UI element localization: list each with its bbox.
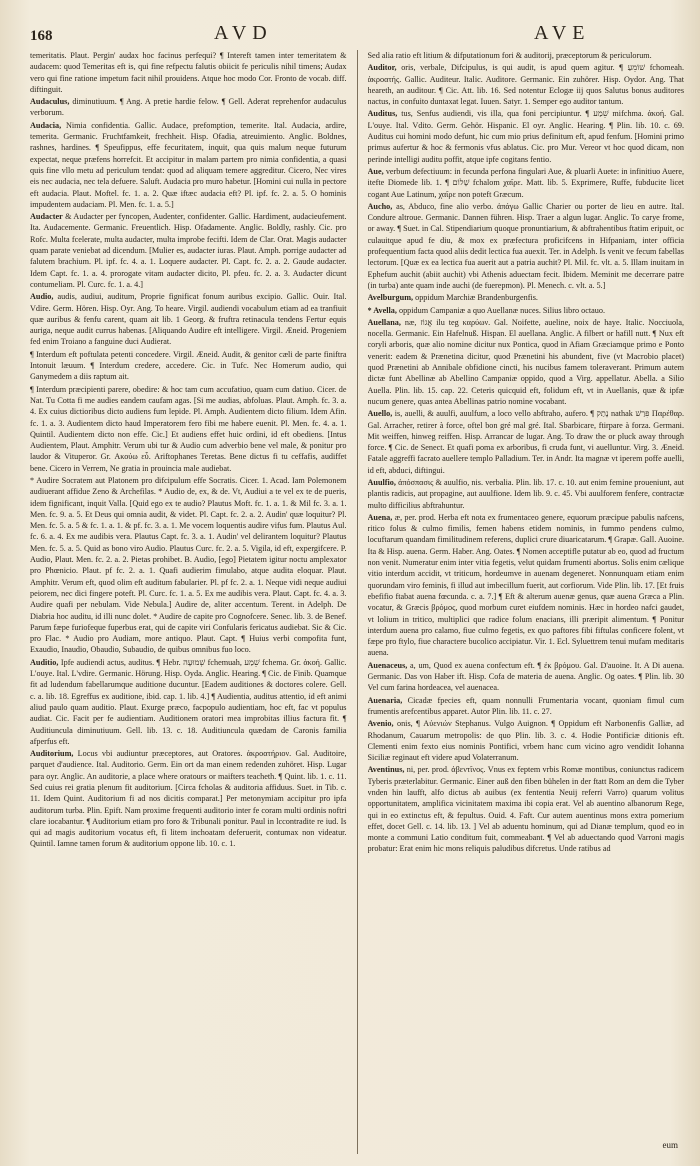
- dictionary-entry: [30, 349, 347, 383]
- entry-lemma: Auulfio,: [367, 477, 396, 487]
- entry-text: audis, audiui, auditum, Proprie fignificat fonum auribus excipio. Gallic. Ouir. Ital. Vdire. Germ. Hören. Hisp. Oyr. Ang. To heare. Virgil. audiendi vocabulum etiam ad ea tranfiuit quæ auribus & fenfu carent, quam ait lib. 1 Georg. & fruftra retinacula tendens Fertur equis auriga, neque audit currus habenas. [Aliquando Audire eft intelligere. Virgil. Æneid. Progeniem fed enim Troiano a fanguine duci Audierat.: [30, 292, 347, 347]
- entry-text: is, auelli, & auulfi, auulfum, a loco vello abftraho, aufero. ¶ נָתַק nathak פִּרַשׁ Παρέθαρ. Gal. Arracher, retirer à force, oftel bon gré mal gré. Ital. Sbarbicare, ftirpare à forza. Germani. Mit weiffen, hinweg reiffen. Hisp. Arrancar de lugar. Ang. To draw the or pluck away through force. ¶ Cic. de Senect. Et quafi poma ex arboribus, fi cruda funt, vi auelluntur. Virg. 3. Æneid. Fatale aggreffi facrato auellere templo Palladium. Ter. in Andr. Ita magnæ vt iperem poffe auelli, id eft, abduci, diftingui.: [367, 409, 684, 475]
- dictionary-entry: [368, 512, 685, 659]
- column-divider: [357, 50, 358, 1154]
- entry-lemma: Aventinus,: [367, 765, 405, 775]
- entry-text: as, Abduco, fine alio verbo. ἀπάγω Gallic Charier ou porter de lieu en autre. Ital. Condure altroue. Germanic. Dannen führen. Hisp. Traer a algun lugar. Anglic. To carye frome, or away. ¶ Suet. in Cal. Stipendiarium quoque pronuntiarium, & abftrahentibus ftatim eripuit, oc culauitque apud fe diu, & mox ex præfectura proficifcens in Hifpaniam, inter officia profequentium facta quod aliis dedit lectica fua auexit. Ter. in Adelph. Is venit ve fecum fabellas lectorum. [Quæ ex ea lectica fua auerit aut a patria auchit? Pl. Mil. fc. vlt. a. 5. Illam inuitam in Ephefum auchit (abiit auchit) vbi Athenis aduectam fecit. Ibidem. Meminit me decerrare patre (in turba) ante quam inde auchi (de fuerepmon). Pl. Menech. c. vlt. a. 5.]: [367, 201, 684, 290]
- entry-text: oppidum Campaniæ a quo Auellanæ nuces. Silius libro octauo.: [398, 305, 605, 315]
- dictionary-entry: [368, 477, 685, 511]
- dictionary-entry: [368, 660, 685, 694]
- entry-lemma: Auenaceus,: [367, 660, 408, 670]
- dictionary-entry: [368, 718, 685, 763]
- entry-text: ni, per. prod. ἀβεντῖνος. Vnus ex feptem vrbis Romæ montibus, coniunctus radicem Tyberis præterlabitur. Germanic. Einer auß den fiben bühelen in der ftatt Rom an dem die Tyber vnden hin laufft, alfo dictus ab auibus (ex fententia Neuij referri Varro) quarum volitus opportunitatem, amplifica vicinitatem maxima ibi copia erat. Vel ab auentino albanorum Rege, qui in eo extinctus eft, & fepultus. Ouid. 4. Faft. Cur autem auentinus mons extra pomerium effet, docet Gell. c. 14. lib. 13. ] Vel ab aduentu hominum, qui ad Dianæ templum, quod eo in monte a communi Latio conditum fuit, commeabant. ¶ Vel ab aduectando quod Varroni magis probatur: Erat enim hic mons reliquis paludibus difcretus. Unde ratibus ad: [367, 765, 684, 854]
- running-head-left: AVD: [214, 22, 273, 44]
- entry-lemma: Auditorium,: [30, 749, 74, 759]
- entry-text: næ, אֱגוֹז ilu teg καρύων. Gal. Noifette, aueline, noix de haye. Italic. Nocciuola, nocella. Germanic. Ein Hafelnuß. Hispan. El auellana. Anglic. A filbert or hafill nutt. ¶ Nux eft coryli arboris, quæ alio nomine dicitur nux Pontica, quod in Afiam Græciamque primo e Ponto venerit: eadem & Prænetina dicitur, quod Prænetini his abundent, five (vt Macrobio placet) quod Prænetini ab Annibale obfidione cincti, his nucibus famem toleraverant. Primum autem dictæ funt Abellinæ ab Abellino Campaniæ oppido, quod a Virg. appellatur. Abella. a Silio Auella. Plin. lib. 15. cap. 22. Ceteris quicquid eft, folidum eft, vt in Auellanis, quæ & ipfæ nucum genere, quas antea Abellinas patrio nomine vocabant.: [367, 317, 684, 406]
- dictionary-entry: [30, 291, 347, 347]
- entry-text: ¶ Interdum præcipienti parere, obedire: & hoc tam cum accufatiuo, quam cum datiuo. Cicer. de Nat. Tu Cotta fi me audies eandem caufam agas. [Si me audias, abfoluas. Plaut. Amph. fc. 3. a. 4. Ex cuius dictioribus dicto audiens fum lepide. Pl. Amph. Audientem dicto filium. Idem Afin. fc. 1. a. 3. Audientem dicto haud Imperatorem fero fibi me habere euenit. Pl. Men. fc. 4. a. 1. Quintil. Audientem dicto non effe. Cic.] Et audiens effet huic ordini, id eft obediens. [Intus Audientem, Plaut. Amphitr. Verum ubi tur & Audio cum adverbio bene vel male, & ponitur pro laudor & Vituperor. Gr. Ακούω εὖ. Ariftophanes Teretas. Bene dictus fi tu ceffafis, audiffet bene. Cicero in Verrem, Ne gratia in prouincia male audiebat.: [30, 384, 347, 473]
- dictionary-entry: [30, 96, 347, 119]
- entry-lemma: Audacter: [30, 212, 63, 222]
- dictionary-entry: [30, 657, 347, 747]
- dictionary-entry: [368, 166, 685, 200]
- dictionary-entry: [368, 695, 685, 718]
- entry-text: diminutiuum. ¶ Ang. A pretie hardie felow. ¶ Gell. Aderat reprehenfor audaculus verborum.: [30, 97, 347, 118]
- entry-lemma: Avelburgum,: [367, 293, 414, 303]
- left-column: [30, 50, 347, 1154]
- dictionary-entry: [30, 120, 347, 210]
- text-columns: [30, 50, 684, 1154]
- running-head-right: AVE: [534, 22, 591, 44]
- entry-lemma: Auditus,: [367, 109, 398, 119]
- entry-text: * Audire Socratem aut Platonem pro difcipulum effe Socratis. Cicer. 1. Acad. Iam Polemonem audiuerant affidue Zeno & Archefilas. * Audio de, ex, & de. Vt, Audiui a te vel ex te de pueris, idem fignificant, inquit Valla. [Quid ego ex te audio? Plautus Moft. fc. 1. a. 1. & Mil fc. 3. a. 1. Men. fc. 9. a. 5. Et Deus qui omnia audit, & videt. Pl. Capt. fc. 2. a. 2. Audin' quæ loquitur? Pl. Men. fc. 5. a. 5 & fc. 1. a. 1. & pf. fc. 3. a. 1. Me vocem loquentis audire vifus fum. Plautus Aul. fc. 6. a. 4. Ex me audibis vera. Plautus Capt. fc. 3. a. 1. Audin' vel delirantem loquitur? Plautus Men. fc. 5. a. 5. Quid as bono viro Audio. Plautus Curc. fc. 2. a. 5. Vigila, id eft, expergifcere. P. Audio, Plaut. Men. fc. 2. a. 2. Pietas prohibet. B. Audio, [ego] Pietatem igitur noctu amplexator pro Phœnicio. Plaut. pf fc. 2. a. 1. Quafi audierim fimulabo, atque audita eloquar. Plaut. Amphitr. Verum eft, quod olim eft auditum fabularier. Pl. pf fc. 2. a. 1. Neque vidi neque audiui peiorem, nec dici fingere poteft. Pl. Curc. fc. 1. a. 5. Ex me audibis vera. Plaut. Capt. fc. 4. a. 3. Audire quafi per nebulam. Vide Nebula.] Audire de, aliter accentum. Terent. in Adelph. De Diabria hoc auditu, id illi nunc dolet. * Audire de capite pro Cognofcere. Senec. lib. 3. de Benef. Parum fæpe furiofeque fuperbus erat, qui de capite viri Confularis fericatus audiebat. Sic & Cic. pro Flac. * Audio pro Audiam, more antiquo. Plaut. Capt. ¶ Huius verbi compofita funt, Exaudio, Inaudio, Obaudio, Subaudio, de quibus omnibus fuo loco.: [30, 475, 347, 655]
- entry-text: Nimia confidentia. Gallic. Audace, prefomption, temerite. Ital. Audacia, ardire, temerita. Germanic. Fruchtfamkeit, frechheit. Hisp. Ofadia, atreuimiento. Anglic. Boldnes, rashnes, hardines. ¶ Speufippus, effe fecuritatem, inquit, qua quis malum neque futurum expectat, neque præfens horrefcit. Et accipitur in malam partem pro nimia confidentia, a quasi quis fine vllo metu ad periculum tendat: quod ad aliquam temere aggreditur. Cicero, Nec vires eis nec audacia, nec tela defuere. Saluft. Audacia pro muro habetur. [Homini cui nulla in pectore eft audacia. Plaut. Moftel. fc. 1. a. 2. Quæ iftæc audacia eft? Pl. ipf. fc. 2. a. 5. O hominis impudentem audaciam. Pl. Men. fc. 1. a. 5.]: [30, 120, 347, 209]
- page-number: 168: [30, 28, 53, 44]
- entry-text: oppidum Marchiæ Brandenburgenfis.: [415, 293, 538, 303]
- entry-text: Locus vbi audiuntur præceptores, aut Oratores. ἀκροατήριον. Gal. Auditoire, parquet d'audience. Ital. Auditorio. Germ. Ein ort da man einem redenden zuhöret. Hisp. Lugar para oyr. Anglic. An auditorie, a place where oratours or maifters teacheth. ¶ Quint. lib. 1. c. 11. Sed cuius rei gratia plenum fit auditorium. [Circa fcholas & auditoria affiduus. Suet. in Tib. c. 11. Idem Quint. Auditorium fi ad nos dicitis comparat.] Per metonymiam accipitur pro ipfa auditorum turba. Plin. Epift. Nam proxime frequenti auditorio inter fe coram multi ordinis noftri clare iocabantur. ¶ Auditorium etiam pro foro & Tribunali ponitur. Paul in lccontradite re iud. Is qui ad magis auditorium vocatus eft, fi litem inchoatam deferuerit, contumax non videatur. Quintil. Iamne tamen forum & auditorium oppone lib. 10. c. 1.: [30, 749, 347, 849]
- right-column: [368, 50, 685, 1154]
- dictionary-entry: [30, 50, 347, 95]
- entry-text: onis, ¶ Αὐενιών Stephanus. Vulgo Auignon. ¶ Oppidum eft Narbonenfis Galliæ, ad Rhodanum, Cauarum metropolis: de quo Plin. lib. 3. c. 4. Hodie Pontificiæ ditionis eft. Clementi enim fexto eius nominis Pontifici, vrbem hanc cum vicino agro vendidit Iohanna Siciliæ reginaut eft videre apud Volaterranum.: [367, 719, 684, 763]
- entry-lemma: Auditio,: [30, 657, 59, 667]
- entry-text: a, um, Quod ex auena confectum eft. ¶ ἐκ βρόμου. Gal. D'auoine. It. A Di auena. Germanic. Das von Haber ift. Hisp. Cofa de materia de auena. Anglic. Og oates. ¶ Plin. lib. 30 Vel cum farina hordeacea, vel auenacea.: [367, 660, 684, 693]
- page-header: [24, 14, 682, 48]
- entry-lemma: Audacia,: [30, 120, 62, 130]
- entry-lemma: Audaculus,: [30, 97, 70, 107]
- entry-text: temeritatis. Plaut. Pergin' audax hoc facinus perfequi? ¶ Intereft tamen inter temeritatem & audacem: quod Temeritas eft is, qui fine refpectu falutis obiicit fe periculis nihil timens; Audax vero qui fine ratione impetum facit nihil prouidens. Atque hoc modo Cor. Fronto de vocab. diff. diftinguit.: [30, 51, 347, 94]
- entry-lemma: Auellana,: [367, 317, 401, 327]
- dictionary-entry: [368, 292, 685, 303]
- entry-lemma: Aucho,: [367, 201, 393, 211]
- dictionary-entry: [368, 62, 685, 107]
- dictionary-entry: [30, 211, 347, 290]
- entry-lemma: Auditor,: [367, 63, 397, 73]
- dictionary-entry: [368, 201, 685, 291]
- entry-text: Sed alia ratio eft litium & difputationum fori & auditorij, præceptorum & periculorum.: [367, 51, 652, 60]
- dictionary-entry: [368, 408, 685, 476]
- dictionary-entry: [368, 317, 685, 407]
- dictionary-entry: [368, 305, 685, 316]
- entry-text: ¶ Interdum eft poftulata petenti concedere. Virgil. Æneid. Audit, & genitor cæli de parte finiftra Intonuit læuum. ¶ Interdum credere, accedere. Cic. in Tufc. Nec Homerum audio, qui Ganymedem a diis raptum ait.: [30, 349, 347, 382]
- entry-lemma: Auello,: [367, 409, 393, 419]
- entry-lemma: Avenio,: [367, 719, 394, 729]
- dictionary-entry: [30, 748, 347, 850]
- entry-text: Ipfe audiendi actus, auditus. ¶ Hebr. שְׁמוּעָה fchemuah, שֵׁמַע fchema. Gr. ἀκοή. Gallic. L'ouye. Ital. L'vdire. Germanic. Hörung. Hisp. Oyda. Anglic. Hearing. ¶ Cic. de Finib. Quamque fit ad ludendum fabellarumque auditione ducuntur. [Eadem auditiones & doctores colere. Gell. c. a. lib. 18. Egreffus ex auditione, ibid. cap. 1. lib. 4.] ¶ Audientia, auditus attentio, id eft animi aliud paulo quam auditio. Plaut. Exurge præco, facpopulo audientiam, hoc eft, fac vt populus audiat. Cic. Facit per fe audientiam. Auditionem oratori mea improbitas illius factura fit. ¶ Auditiuncula diminutiuum. Gell. lib. 13. c. 18. Auditiuncula quædam de Caronis familia afperfus eft.: [30, 657, 347, 746]
- entry-text: tus, Senfus audiendi, vis illa, qua foni percipiuntur. ¶ שֵׁמַע mifchma. ἀκοή. Gal. L'ouye. Ital. Vdito. Germ. Gehör. Hispanic. El oyr. Anglic. Hearing. ¶ Plin. lib. 10. c. 69. Auditus cui homini modo defunt, hic cum mio prius definitum eft, apud fenfum. [Homini primo primus aufertur & hoc & fermonis vfus ablatus. Cic. pro Mur. Vereor vt hoc quod dicam, non perinde intelligi auditu poffit, atque ipfe cogitans fentio.: [367, 109, 684, 164]
- dictionary-entry: [30, 475, 347, 656]
- dictionary-entry: [30, 384, 347, 474]
- entry-lemma: Auenaria,: [367, 695, 403, 705]
- entry-lemma: Audio,: [30, 292, 54, 302]
- entry-text: Cicadæ fpecies eft, quam nonnulli Frumentaria vocant, quoniam fimul cum frumentis arefcentibus apparet. Autor Plin. lib. 11. c. 27.: [367, 695, 684, 716]
- entry-text: verbum defectiuum: in fecunda perfona fingulari Aue, & pluarli Auete: in infinitiuo Auere, itefte Diomede lib. 1. ¶ שָׁלוֹם fchalom χαῖρε. Matt. lib. 5. Exprimere, Ruffe, fubducite licet cogant Aue Latinum, χαῖρε non poteft Græcum.: [367, 166, 684, 199]
- entry-lemma: Auena,: [367, 512, 393, 522]
- entry-lemma: * Avella,: [367, 305, 397, 315]
- dictionary-entry: [368, 108, 685, 164]
- catchword: eum: [662, 1140, 678, 1150]
- dictionary-entry: [368, 50, 685, 61]
- entry-text: æ, per. prod. Herba eft nota ex frumentaceo genere, equorum præcipue pabulis nafcens, ritico folus & culmo fimilis, femen habens etidem nominis, in fummo pendens culmo, locuftarum quandam fimilitudinem referens, duplici crure diuaricatarum. ¶ Grapæ. Gall. Auoine. Ita & Hisp. auena. Germ. Haber. Ang. Oates. ¶ Nomen acceptifle putatur ab eo, quod ad fructum non venit. Numeratur enim inter vitia fegetis, velut quidam frumenti abortus. Solis enim cælique vitio interdum accidit, vt triticum, hordeumve in auenam degeneret. Nonnunquam etiam enim quorundam viro feminis, fi illud aut imbecillum fuerit, aut corfiorum. Vide Plin. lib. 17. [Et fruis ebefifio ftabat auena fœcunda. c. a. 7.] ¶ Eft & alterum auenæ genus, quæ auena Græca a Plin. vocatur, & Græcis βρόμος, quod morbum curet eiufdem nominis. Hæc in hordeo nafci gaudet, vt lolium in tritico, multiplici que radice folum enacians, illi præripit alimentum. ¶ Ponitur interdum auena pro calamo, fiue culmo fegetis, ex quo paftores fibi fiftulas conficere folent, vt fæpe pro ftylo, fiue charactere bucolico accipiatur. Vir. 1. Ecl. Syluettrem tenui mufam meditaris auena.: [367, 512, 684, 658]
- dictionary-entry: [368, 764, 685, 854]
- entry-text: ἀπόσπασις & auulfio, nis. verbalia. Plin. lib. 17. c. 10. aut enim femine proueniunt, aut plantis radicis, aut propagine, aut auulfione. Idem lib. 9. c. 45. Vbi auulforem fenfere, contractæ multo difficilius abftrahuntur.: [367, 477, 684, 510]
- entry-lemma: Aue,: [367, 166, 384, 176]
- entry-text: oris, verbale, Difcipulus, is qui audit, is apud quem agitur. ¶ שׁוֹמֵעַ fchomeah. ἀκροατής. Gallic. Auditeur. Italic. Auditore. Germanic. Ein zuhörer. Hisp. Oydor. Ang. That heareth, an auditour. ¶ Cic. Att. lib. 16. Sed notentur Eclogæ iij quos Salutus bonus auditores nactus, in confuito duntaxat legat. Iuuen. Satyr. 1. Semper ego auditor tantum.: [367, 63, 684, 107]
- entry-text: & Audacter per fyncopen, Audenter, confidenter. Gallic. Hardiment, audacieufement. Ita. Audacemente. Germanic. Freuentlich. Hisp. Ofadamente. Anglic. Boldly, rashly. Cic. pro Rofc. Multa fcelerate, multa audacter, multa improbe fecifti. Idem de Clar. Orat. Magis audacter quam parate veniebat ad dicendum. [Mulier es, audacter iuras. Plaut. Amph. porrige audacter ad falutem brachium. Pl. ipf. fc. 4. a. 1. Loquere audacter. Pl. Capt. fc. 2. a. 2. Gaude audacter. Idem Capt. fc. 1. a. 4. prorogate vitam audacter dicito, Pl. pfeu. fc. 2. a. 3. Audacter dicunt contumeliam. Pl. Curc. fc. 1. a. 4.]: [30, 212, 347, 289]
